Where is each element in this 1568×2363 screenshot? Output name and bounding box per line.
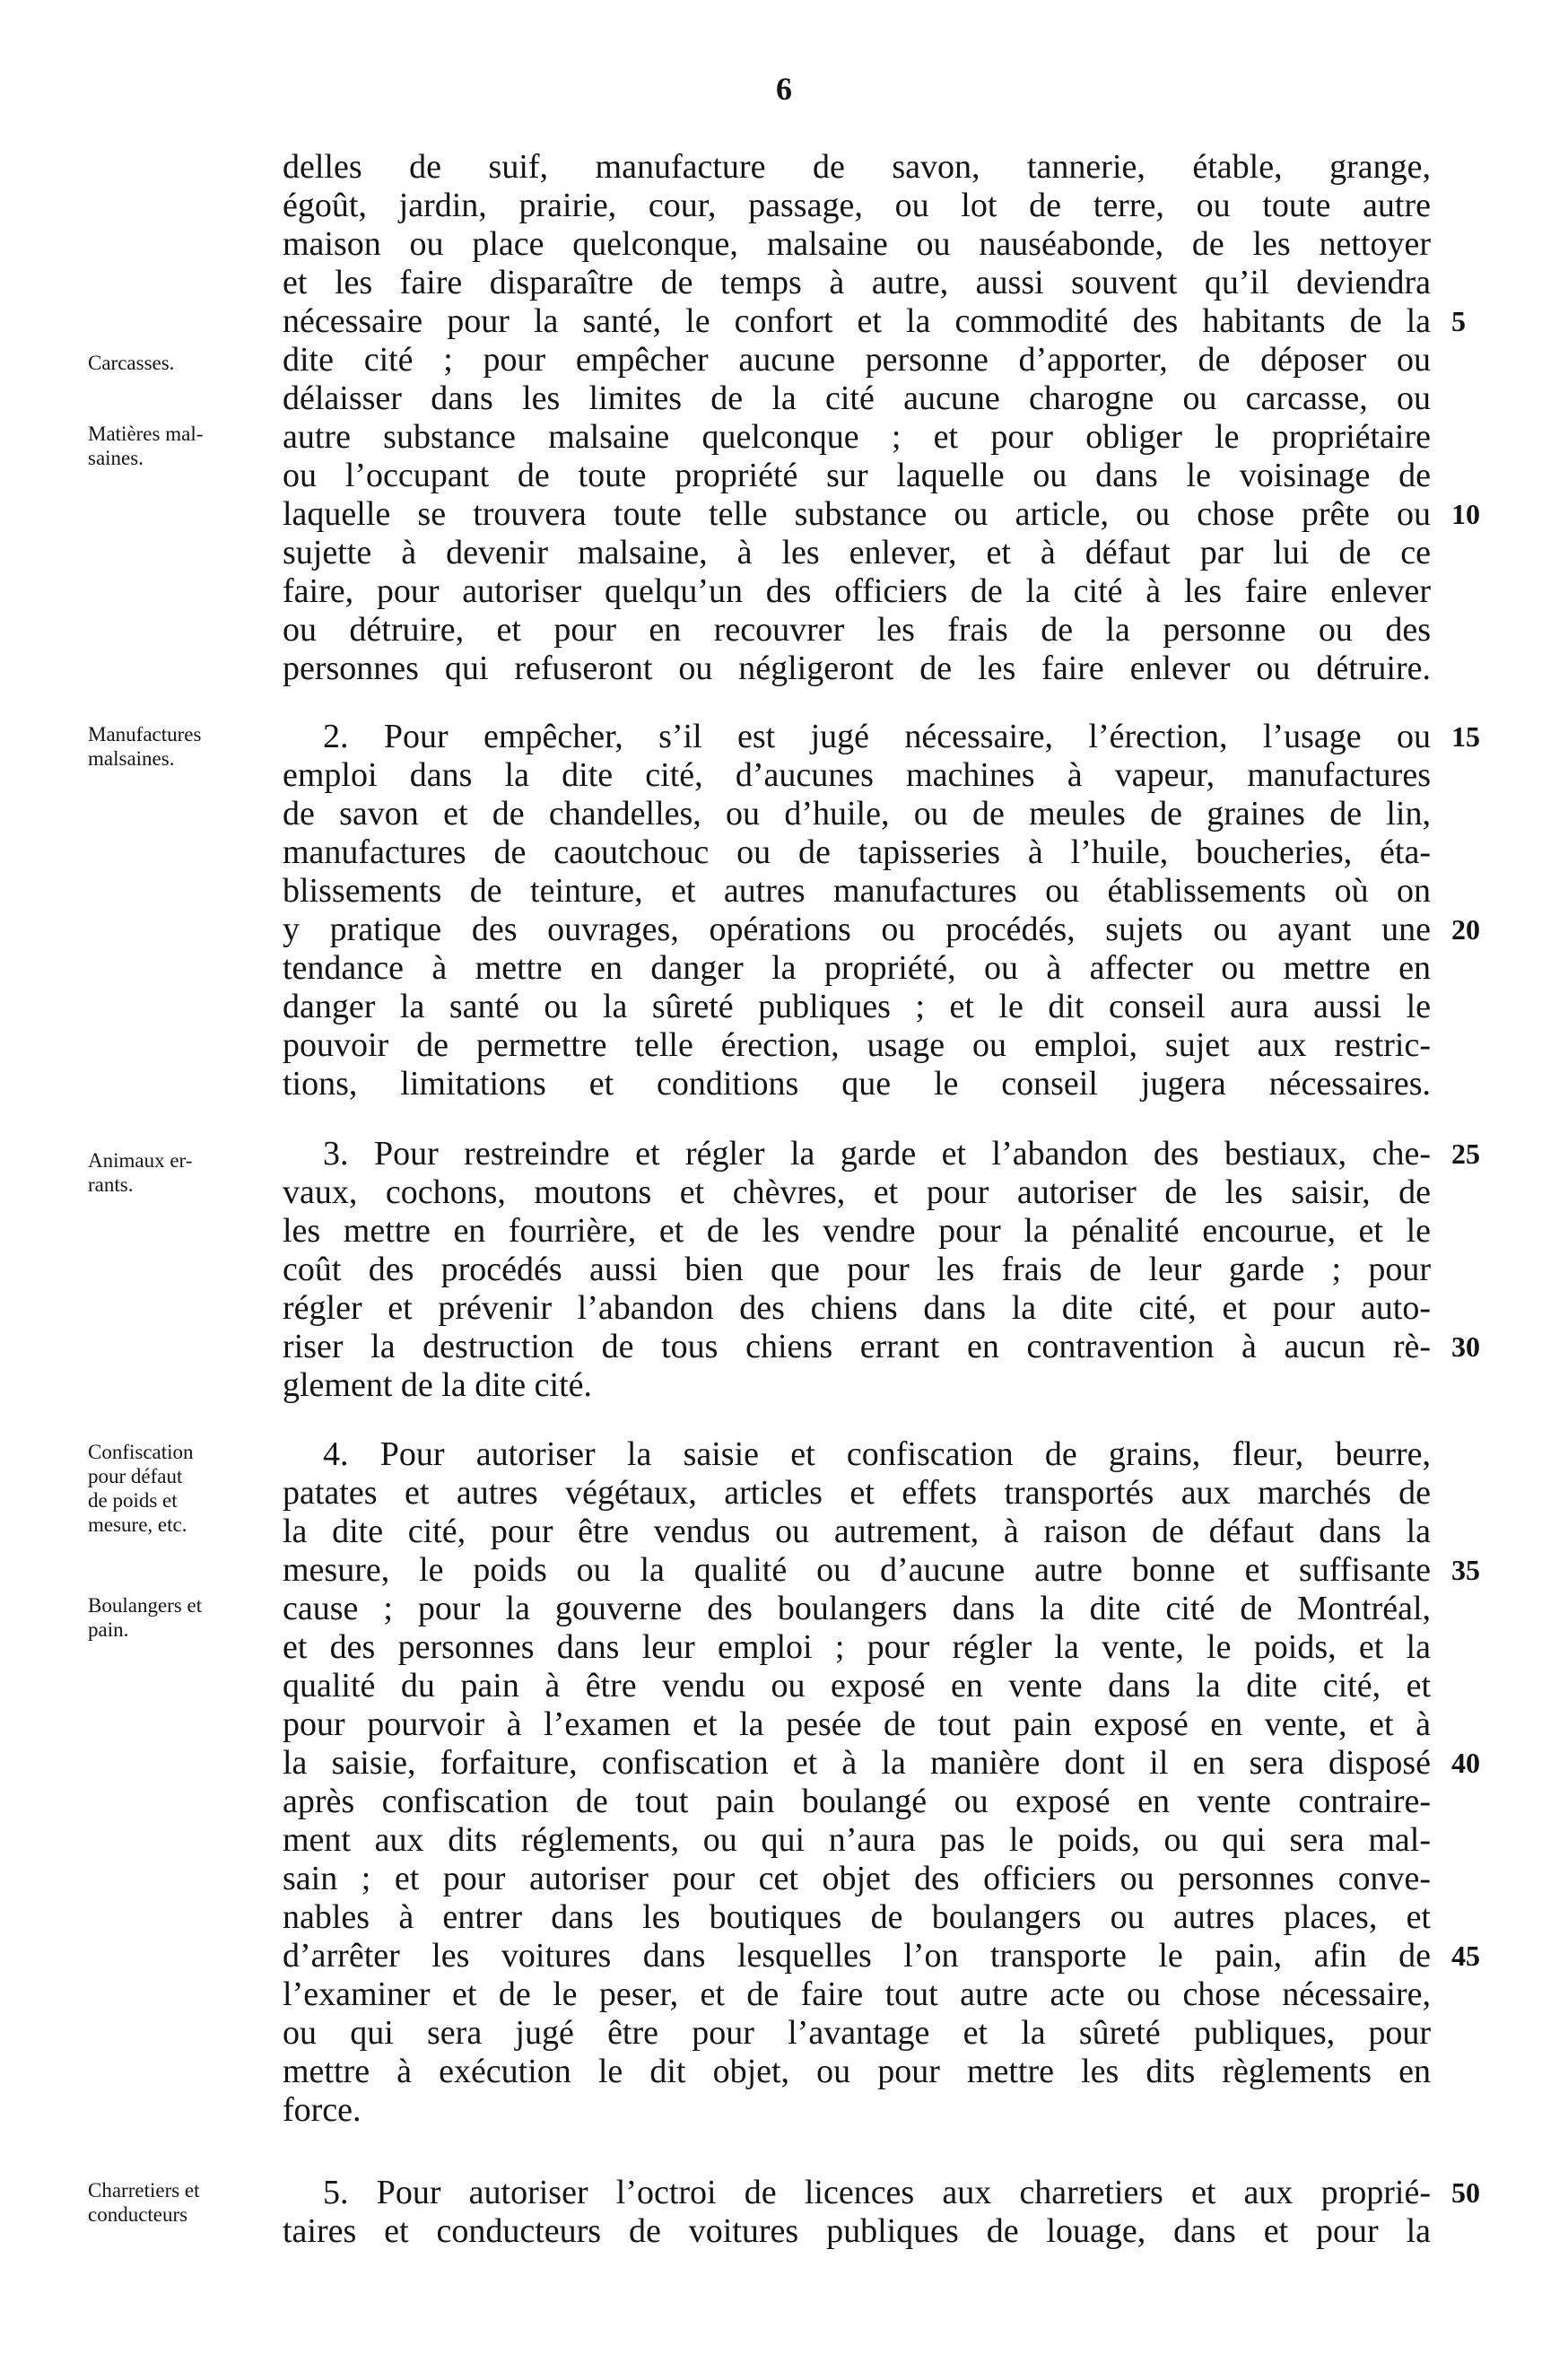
text-line: tions, limitations et conditions que le conseil jugera nécessaires. bbox=[283, 1065, 1431, 1103]
margin-note bbox=[88, 422, 272, 470]
text-line: après confiscation de tout pain boulangé ou exposé en vente contraire- bbox=[283, 1783, 1431, 1820]
text-line: de savon et de chandelles, ou d’huile, ou de meules de graines de lin, bbox=[283, 795, 1431, 833]
text-line: force. bbox=[283, 2091, 362, 2129]
margin-note-line: saines. bbox=[88, 447, 144, 469]
text-line: cause ; pour la gouverne des boulangers dans la dite cité de Montréal, bbox=[283, 1590, 1431, 1627]
margin-note bbox=[88, 1148, 272, 1197]
text-line: ou qui sera jugé être pour l’avantage et la sûreté publiques, pour bbox=[283, 2014, 1431, 2052]
margin-note-line: Matières mal- bbox=[88, 423, 204, 445]
page-number: 6 bbox=[776, 71, 792, 107]
margin-note-line: Charretiers et bbox=[88, 2179, 200, 2202]
line-number: 30 bbox=[1451, 1330, 1480, 1363]
margin-note bbox=[88, 2178, 272, 2227]
text-line: sujette à devenir malsaine, à les enlever, et à défaut par lui de ce bbox=[283, 534, 1431, 571]
text-line: pour pourvoir à l’examen et la pesée de tout pain exposé en vente, et à bbox=[283, 1705, 1431, 1743]
margin-note bbox=[88, 351, 272, 375]
text-line: 2. Pour empêcher, s’il est jugé nécessaire, l’érection, l’usage ou bbox=[323, 718, 1431, 755]
line-number: 50 bbox=[1451, 2176, 1480, 2209]
margin-note-line: Manufactures bbox=[88, 723, 202, 746]
text-line: la saisie, forfaiture, confiscation et à la manière dont il en sera disposé bbox=[283, 1744, 1431, 1782]
text-line: manufactures de caoutchouc ou de tapisseries à l’huile, boucheries, éta- bbox=[283, 833, 1431, 871]
line-number: 5 bbox=[1451, 305, 1466, 337]
margin-note bbox=[88, 1440, 272, 1537]
text-line: autre substance malsaine quelconque ; et pour obliger le propriétaire bbox=[283, 418, 1431, 456]
text-line: sain ; et pour autoriser pour cet objet des officiers ou personnes conve- bbox=[283, 1860, 1431, 1897]
margin-note-line: conducteurs bbox=[88, 2203, 188, 2226]
text-line: qualité du pain à être vendu ou exposé en vente dans la dite cité, et bbox=[283, 1667, 1431, 1705]
margin-note-line: rants. bbox=[88, 1173, 134, 1196]
text-line: les mettre en fourrière, et de les vendre pour la pénalité encourue, et le bbox=[283, 1212, 1431, 1250]
margin-note-line: mesure, etc. bbox=[88, 1513, 187, 1536]
text-line: pouvoir de permettre telle érection, usage ou emploi, sujet aux restric- bbox=[283, 1026, 1431, 1064]
text-line: vaux, cochons, moutons et chèvres, et pour autoriser de les saisir, de bbox=[283, 1173, 1431, 1211]
text-line: la dite cité, pour être vendus ou autrement, à raison de défaut dans la bbox=[283, 1513, 1431, 1550]
text-line: nécessaire pour la santé, le confort et la commodité des habitants de la bbox=[283, 302, 1431, 340]
text-line: riser la destruction de tous chiens errant en contravention à aucun rè- bbox=[283, 1328, 1431, 1365]
line-number: 10 bbox=[1451, 498, 1480, 530]
text-line: y pratique des ouvrages, opérations ou procédés, sujets ou ayant une bbox=[283, 911, 1431, 948]
text-line: et les faire disparaître de temps à autre, aussi souvent qu’il deviendra bbox=[283, 264, 1431, 301]
margin-note-line: Boulangers et bbox=[88, 1594, 203, 1617]
margin-note-line: Carcasses. bbox=[88, 352, 175, 374]
text-line: délaisser dans les limites de la cité aucune charogne ou carcasse, ou bbox=[283, 379, 1431, 417]
text-line: personnes qui refuseront ou négligeront de les faire enlever ou détruire. bbox=[283, 650, 1431, 687]
text-line: maison ou place quelconque, malsaine ou nauséabonde, de les nettoyer bbox=[283, 225, 1431, 263]
text-line: 3. Pour restreindre et régler la garde et l’abandon des bestiaux, che- bbox=[323, 1135, 1431, 1173]
margin-note-line: de poids et bbox=[88, 1489, 178, 1512]
text-line: l’examiner et de le peser, et de faire tout autre acte ou chose nécessaire, bbox=[283, 1975, 1431, 2013]
text-line: régler et prévenir l’abandon des chiens dans la dite cité, et pour auto- bbox=[283, 1289, 1431, 1327]
margin-note-line: Animaux er- bbox=[88, 1149, 193, 1172]
text-line: tendance à mettre en danger la propriété, ou à affecter ou mettre en bbox=[283, 949, 1431, 987]
text-line: danger la santé ou la sûreté publiques ; et le dit conseil aura aussi le bbox=[283, 988, 1431, 1025]
text-line: nables à entrer dans les boutiques de boulangers ou autres places, et bbox=[283, 1898, 1431, 1936]
text-line: et des personnes dans leur emploi ; pour régler la vente, le poids, et la bbox=[283, 1628, 1431, 1666]
text-line: mettre à exécution le dit objet, ou pour mettre les dits règlements en bbox=[283, 2053, 1431, 2090]
line-number: 35 bbox=[1451, 1554, 1480, 1586]
text-line: d’arrêter les voitures dans lesquelles l’on transporte le pain, afin de bbox=[283, 1937, 1431, 1975]
text-line: ou l’occupant de toute propriété sur laquelle ou dans le voisinage de bbox=[283, 457, 1431, 494]
line-number: 25 bbox=[1451, 1138, 1480, 1170]
text-line: emploi dans la dite cité, d’aucunes machines à vapeur, manufactures bbox=[283, 756, 1431, 794]
margin-note-line: malsaines. bbox=[88, 747, 175, 770]
text-line: patates et autres végétaux, articles et effets transportés aux marchés de bbox=[283, 1474, 1431, 1512]
text-line: ment aux dits réglements, ou qui n’aura pas le poids, ou qui sera mal- bbox=[283, 1821, 1431, 1859]
text-line: dite cité ; pour empêcher aucune personne d’apporter, de déposer ou bbox=[283, 341, 1431, 379]
margin-note-line: Confiscation bbox=[88, 1441, 194, 1463]
line-number: 20 bbox=[1451, 913, 1480, 946]
margin-note bbox=[88, 1593, 272, 1642]
margin-note-line: pain. bbox=[88, 1618, 129, 1641]
text-line: faire, pour autoriser quelqu’un des officiers de la cité à les faire enlever bbox=[283, 572, 1431, 610]
text-line: laquelle se trouvera toute telle substance ou article, ou chose prête ou bbox=[283, 495, 1431, 533]
text-line: 5. Pour autoriser l’octroi de licences aux charretiers et aux proprié- bbox=[323, 2174, 1431, 2211]
text-line: taires et conducteurs de voitures publiques de louage, dans et pour la bbox=[283, 2212, 1431, 2250]
line-number: 40 bbox=[1451, 1747, 1480, 1779]
text-line: blissements de teinture, et autres manufactures ou établissements où on bbox=[283, 872, 1431, 910]
text-line: delles de suif, manufacture de savon, tannerie, étable, grange, bbox=[283, 148, 1431, 186]
text-line: mesure, le poids ou la qualité ou d’aucune autre bonne et suffisante bbox=[283, 1551, 1431, 1589]
text-line: coût des procédés aussi bien que pour les frais de leur garde ; pour bbox=[283, 1251, 1431, 1288]
text-line: 4. Pour autoriser la saisie et confiscation de grains, fleur, beurre, bbox=[323, 1435, 1431, 1473]
text-line: glement de la dite cité. bbox=[283, 1366, 593, 1404]
line-number: 45 bbox=[1451, 1940, 1480, 1972]
text-line: ou détruire, et pour en recouvrer les frais de la personne ou des bbox=[283, 611, 1431, 649]
line-number: 15 bbox=[1451, 720, 1480, 753]
margin-note-line: pour défaut bbox=[88, 1465, 183, 1487]
text-line: égoût, jardin, prairie, cour, passage, ou lot de terre, ou toute autre bbox=[283, 187, 1431, 224]
margin-note bbox=[88, 722, 272, 771]
